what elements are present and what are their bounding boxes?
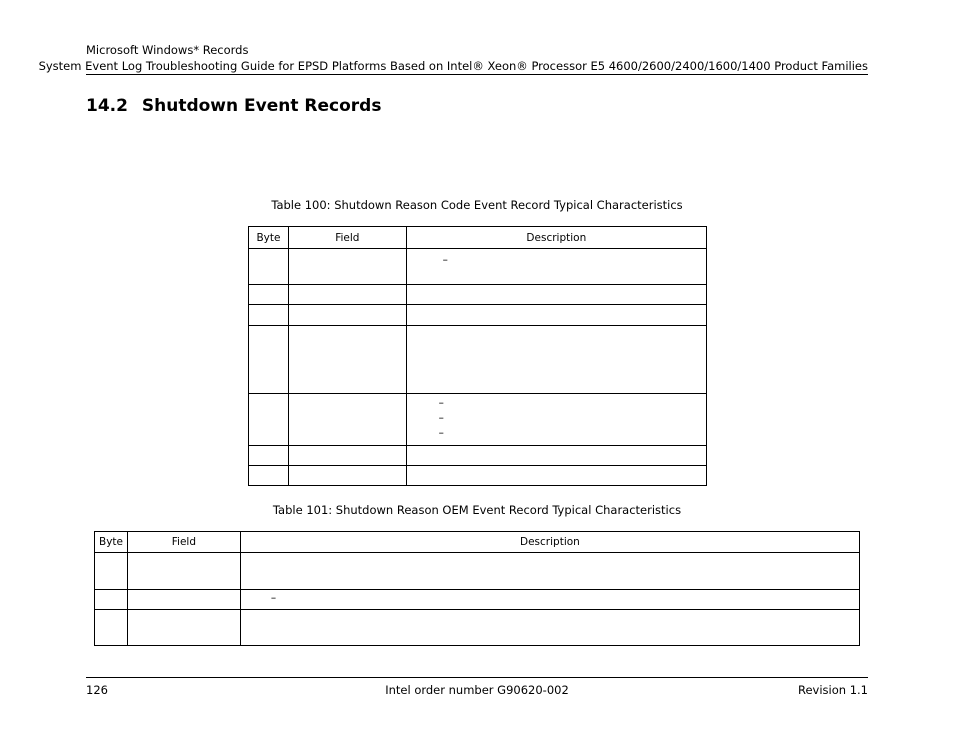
table-cell [288,305,406,326]
table-cell [240,553,859,590]
table-row [95,590,860,610]
order-number: Intel order number G90620-002 [385,683,569,697]
table-cell [249,394,289,446]
table-cell [240,610,859,646]
table-cell [95,553,128,590]
table-100-header-row [249,227,707,249]
table-cell [127,590,240,610]
table-100-header-description: Description [406,227,706,249]
table-100-caption: Table 100: Shutdown Reason Code Event Record Typical Characteristics [271,198,683,212]
table-cell [95,590,128,610]
revision: Revision 1.1 [797,683,868,697]
section-title: Shutdown Event Records [141,96,382,116]
table-row [249,305,707,326]
table-101-header-row [95,532,860,553]
table-cell [288,446,406,466]
table-cell [249,305,289,326]
table-row [249,446,707,466]
table-row [249,249,707,285]
page-number: 126 [86,683,108,697]
table-cell [406,305,706,326]
table-cell [406,285,706,305]
footer-divider [86,677,868,678]
table-cell [288,394,406,446]
table-cell [249,466,289,486]
table-100-header-field: Field [288,227,406,249]
table-cell [249,249,289,285]
table-row [249,326,707,394]
table-row [95,553,860,590]
table-cell [127,610,240,646]
table-cell [249,446,289,466]
table-101-header-description: Description [240,532,859,553]
table-100-header-byte: Byte [249,227,289,249]
header-chapter: Microsoft Windows* Records [86,43,249,57]
table-101-header-field: Field [127,532,240,553]
table-cell [406,249,706,285]
table-cell [288,249,406,285]
table-100 [248,226,707,486]
table-cell [249,285,289,305]
table-row [95,610,860,646]
table-101-header-byte: Byte [95,532,128,553]
table-cell [406,326,706,394]
table-row [249,394,707,446]
table-cell [95,610,128,646]
dash-mark: – [442,254,448,266]
section-number: 14.2 [86,96,128,116]
section-heading [86,96,381,116]
table-cell [249,326,289,394]
dash-mark: – [438,412,444,424]
table-cell [288,466,406,486]
table-101-caption: Table 101: Shutdown Reason OEM Event Record Typical Characteristics [272,503,682,517]
table-cell [406,446,706,466]
table-row [249,285,707,305]
table-cell [240,590,859,610]
table-cell [288,326,406,394]
dash-mark: – [438,427,444,439]
table-cell [127,553,240,590]
table-row [249,466,707,486]
header-divider [86,74,868,75]
table-cell [288,285,406,305]
table-cell [406,394,706,446]
dash-mark: – [438,397,444,409]
table-101 [94,531,860,646]
header-document-title: System Event Log Troubleshooting Guide for EPSD Platforms Based on Intel® Xeon® Processor E5 4600/2600/2400/1600/1400 Product Families [38,59,868,73]
dash-mark: – [270,592,277,604]
table-cell [406,466,706,486]
